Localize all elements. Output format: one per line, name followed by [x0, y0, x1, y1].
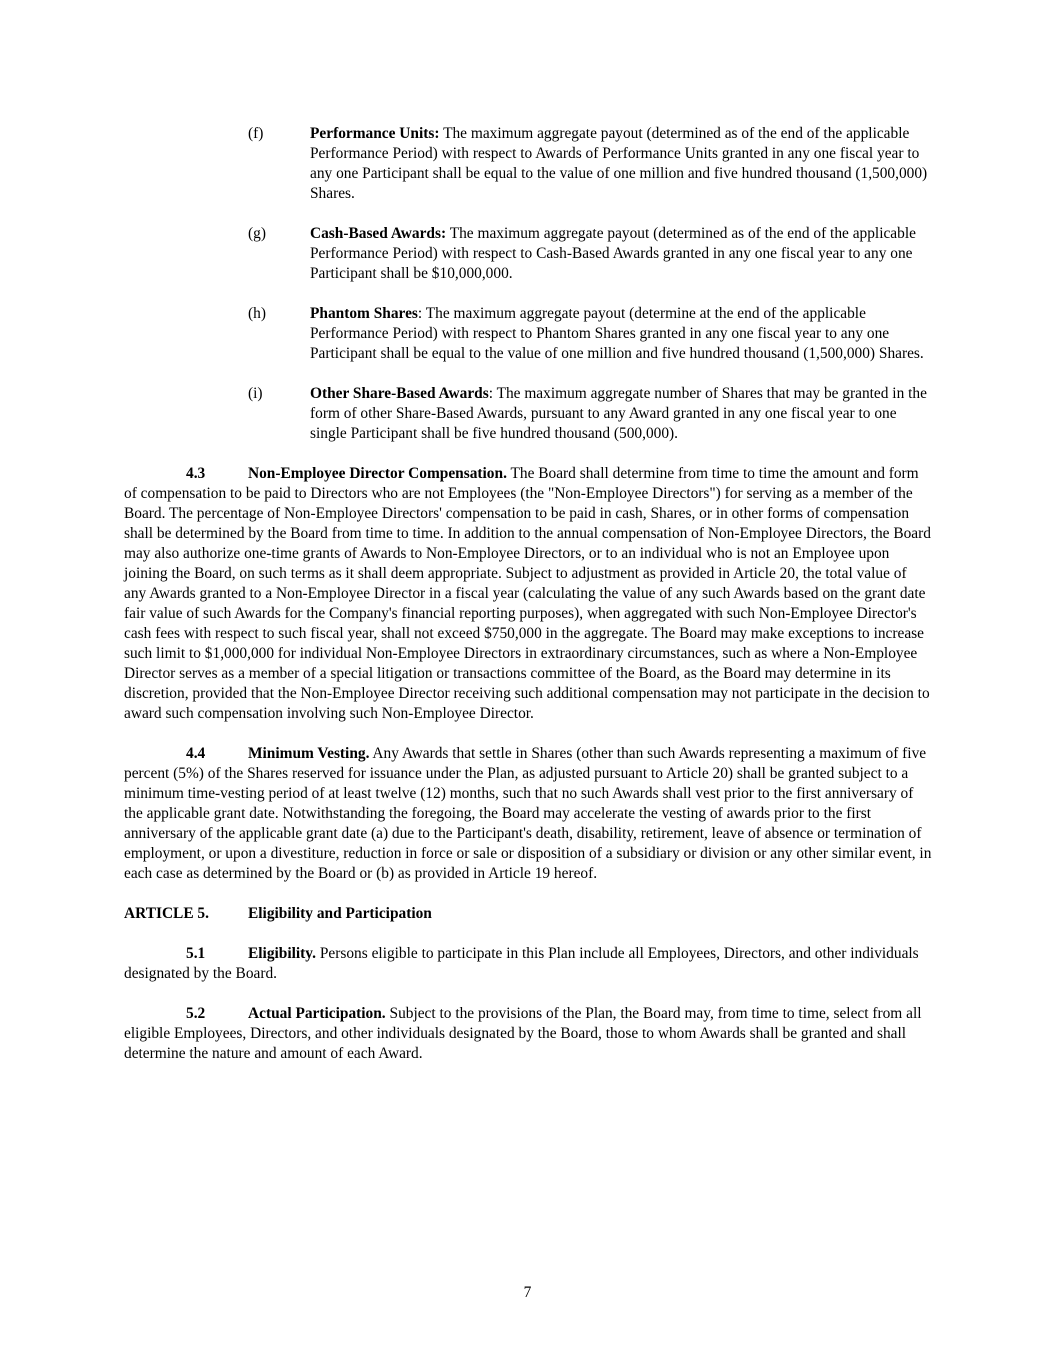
item-label: (i): [248, 385, 263, 402]
section-4-3: [124, 464, 932, 724]
item-title: Cash-Based Awards:: [310, 225, 447, 242]
item-label: (f): [248, 125, 264, 142]
item-text: The maximum aggregate payout (determined as of the end of the applicable Performance Period) with respect to Awards of Performance Units granted in any one fiscal year to any one Participant shall be equal to the value of one million and five hundred thousand (1,500,000) Shares.: [310, 125, 928, 202]
list-item-f: [124, 124, 932, 204]
list-item-g: [124, 224, 932, 284]
section-text: Subject to the provisions of the Plan, the Board may, from time to time, select from all eligible Employees, Directors, and other individuals designated by the Board, those to whom Awards shall be granted and shall determine the nature and amount of each Award.: [124, 1005, 922, 1062]
article-number: ARTICLE 5.: [124, 905, 209, 922]
section-text: Any Awards that settle in Shares (other than such Awards representing a maximum of five percent (5%) of the Shares reserved for issuance under the Plan, as adjusted pursuant to Article 20) shall be granted subject to a minimum time-vesting period of at least twelve (12) months, such that no such Awards shall vest prior to the first anniversary of the applicable grant date. Notwithstanding the foregoing, the Board may accelerate the vesting of awards prior to the first anniversary of the applicable grant date (a) due to the Participant's death, disability, retirement, leave of absence or termination of employment, or upon a divestiture, reduction in force or sale or disposition of a subsidiary or division or any other similar event, in each case as determined by the Board or (b) as provided in Article 19 hereof.: [124, 745, 932, 882]
item-body: [310, 304, 932, 364]
item-label: (h): [248, 305, 266, 322]
item-title: Performance Units:: [310, 125, 440, 142]
section-number: 5.2: [186, 1005, 206, 1022]
item-title: Phantom Shares: [310, 305, 418, 322]
section-text: The Board shall determine from time to time the amount and form of compensation to be paid to Directors who are not Employees (the "Non-Employee Directors") for serving as a member of the Board. The percentage of Non-Employee Directors' compensation to be paid in cash, Shares, or in other forms of compensation shall be determined by the Board from time to time. In addition to the annual compensation of Non-Employee Directors, the Board may also authorize one-time grants of Awards to Non-Employee Directors, or to an individual who is not an Employee upon joining the Board, on such terms as it shall deem appropriate. Subject to adjustment as provided in Article 20, the total value of any Awards granted to a Non-Employee Director in a fiscal year (calculating the value of any such Awards based on the grant date fair value of such Awards for the Company's financial reporting purposes), when aggregated with such Non-Employee Director's cash fees with respect to such fiscal year, shall not exceed $750,000 in the aggregate. The Board may make exceptions to increase such limit to $1,000,000 for individual Non-Employee Directors in extraordinary circumstances, such as where a Non-Employee Director serves as a member of a special litigation or transactions committee of the Board, as the Board may determine in its discretion, provided that the Non-Employee Director receiving such additional compensation may not participate in the decision to award such compensation involving such Non-Employee Director.: [124, 465, 931, 722]
article-5-heading: [124, 904, 932, 924]
item-body: [310, 224, 932, 284]
item-text: The maximum aggregate payout (determined as of the end of the applicable Performance Period) with respect to Cash-Based Awards granted in any one fiscal year to any one Participant shall be $10,000,000.: [310, 225, 916, 282]
item-body: [310, 384, 932, 444]
list-item-i: [124, 384, 932, 444]
article-title: Eligibility and Participation: [248, 905, 432, 922]
section-number: 4.4: [186, 745, 206, 762]
document-page: [124, 124, 932, 1084]
section-5-1: [124, 944, 932, 984]
item-label: (g): [248, 225, 266, 242]
section-number: 4.3: [186, 465, 206, 482]
list-item-h: [124, 304, 932, 364]
section-title: Minimum Vesting.: [248, 745, 370, 762]
section-number: 5.1: [186, 945, 206, 962]
section-text: Persons eligible to participate in this Plan include all Employees, Directors, and other individuals designated by the Board.: [124, 945, 919, 982]
page-number: 7: [523, 1284, 532, 1301]
section-5-2: [124, 1004, 932, 1064]
item-title: Other Share-Based Awards: [310, 385, 489, 402]
item-body: [310, 124, 932, 204]
section-4-4: [124, 744, 932, 884]
section-title: Non-Employee Director Compensation.: [248, 465, 507, 482]
item-text: : The maximum aggregate number of Shares that may be granted in the form of other Share-Based Awards, pursuant to any Award granted in any one fiscal year to one single Participant shall be five hundred thousand (500,000).: [310, 385, 927, 442]
section-title: Eligibility.: [248, 945, 316, 962]
section-title: Actual Participation.: [248, 1005, 386, 1022]
item-text: : The maximum aggregate payout (determine at the end of the applicable Performance Period) with respect to Phantom Shares granted in any one fiscal year to any one Participant shall be equal to the value of one million and five hundred thousand (1,500,000) Shares.: [310, 305, 924, 362]
